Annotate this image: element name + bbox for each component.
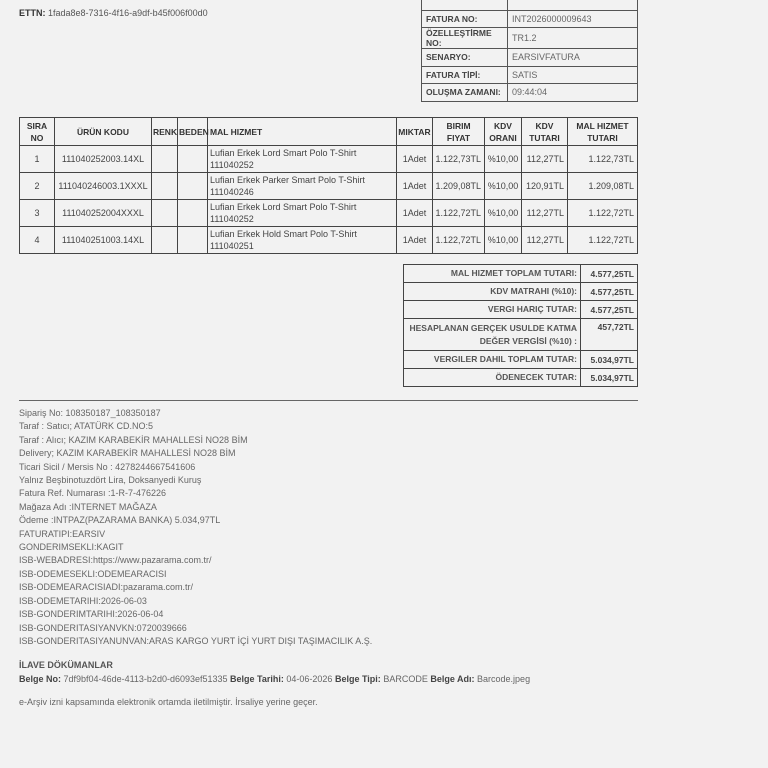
row-desc-line2: 111040252 [210,214,254,224]
row-no: 4 [20,227,55,254]
col-renk: RENK [152,118,178,146]
notes-block [19,407,372,648]
row-no: 1 [20,146,55,173]
row-code: 111040252003.14XL [55,146,152,173]
info-key: ÖZELLEŞTİRME NO: [422,28,508,49]
col-miktar: MIKTAR [397,118,433,146]
row-kdv-rate: %10,00 [485,200,522,227]
note-line: Delivery; KAZIM KARABEKİR MAHALLESİ NO28 BİM [19,448,236,459]
belge-adi-label: Belge Adı: [430,674,475,684]
row-no: 2 [20,173,55,200]
totals-key: MAL HIZMET TOPLAM TUTARI: [404,265,581,283]
note-line: ISB-ODEMESEKLI:ODEMEARACISI [19,568,167,579]
note-line: Taraf : Alıcı; KAZIM KARABEKİR MAHALLESİ NO28 BİM [19,434,248,445]
ettn-value: 1fada8e8-7316-4f16-a9df-b45f006f00d0 [48,8,208,18]
row-beden [178,146,208,173]
row-total: 1.122,72TL [568,200,638,227]
row-renk [152,200,178,227]
totals-key: ÖDENECEK TUTAR: [404,369,581,387]
belge-tarihi-value: 04-06-2026 [286,674,333,684]
table-row [20,146,638,173]
col-birim-fiyat: BIRIM FIYAT [433,118,485,146]
info-row [422,49,638,67]
row-no: 3 [20,200,55,227]
row-desc [208,146,397,173]
col-sira-no: SIRA NO [20,118,55,146]
row-desc-line2: 111040251 [210,241,254,251]
totals-row [404,351,638,369]
col-beden: BEDEN [178,118,208,146]
table-row [20,227,638,254]
row-kdv-rate: %10,00 [485,173,522,200]
note-line: Fatura Ref. Numarası :1-R-7-476226 [19,488,167,499]
totals-value: 5.034,97TL [581,369,638,387]
row-total: 1.122,72TL [568,227,638,254]
row-desc-line2: 111040246 [210,187,254,197]
row-desc [208,173,397,200]
totals-row [404,369,638,387]
row-qty: 1Adet [397,200,433,227]
row-beden [178,200,208,227]
footer-note: e-Arşiv izni kapsamında elektronik ortamda iletilmiştir. İrsaliye yerine geçer. [19,697,318,707]
note-line: ISB-ODEMETARIHI:2026-06-03 [19,595,147,606]
row-desc-line2: 111040252 [210,160,254,170]
row-code: 111040251003.14XL [55,227,152,254]
col-urun-kodu: ÜRÜN KODU [55,118,152,146]
info-value: SATIS [508,66,638,84]
row-price: 1.122,72TL [433,200,485,227]
totals-row [404,319,638,351]
col-mal-hizmet-tutari: MAL HIZMET TUTARI [568,118,638,146]
totals-key: HESAPLANAN GERÇEK USULDE KATMA DEĞER VERGİSİ (%10) : [404,319,581,351]
belge-no-value: 7df9bf04-46de-4113-b2d0-d6093ef51335 [63,674,228,684]
info-row [422,10,638,28]
row-code: 111040252004XXXL [55,200,152,227]
totals-value: 457,72TL [581,319,638,351]
row-price: 1.122,73TL [433,146,485,173]
row-kdv-rate: %10,00 [485,227,522,254]
row-desc [208,227,397,254]
info-key: FATURA TİPİ: [422,66,508,84]
info-key: SENARYO: [422,49,508,67]
info-value: INT2026000009643 [508,10,638,28]
row-qty: 1Adet [397,173,433,200]
note-line: ISB-ODEMEARACISIADI:pazarama.com.tr/ [19,582,194,593]
totals-value: 5.034,97TL [581,351,638,369]
info-key: FATURA NO: [422,10,508,28]
row-desc-line1: Lufian Erkek Lord Smart Polo T-Shirt [210,202,357,212]
row-total: 1.122,73TL [568,146,638,173]
note-line: Taraf : Satıcı; ATATÜRK CD.NO:5 [19,421,154,432]
table-row [20,200,638,227]
row-beden [178,173,208,200]
row-renk [152,173,178,200]
row-beden [178,227,208,254]
row-kdv-amount: 120,91TL [522,173,568,200]
note-line: Mağaza Adı :INTERNET MAĞAZA [19,501,157,512]
row-code: 111040246003.1XXXL [55,173,152,200]
col-mal-hizmet: MAL HIZMET [208,118,397,146]
note-line: Ticari Sicil / Mersis No : 4278244667541606 [19,461,196,472]
additional-docs-line [19,674,530,684]
note-line: GONDERIMSEKLI:KAGIT [19,542,124,553]
note-line: FATURATIPI:EARSIV [19,528,106,539]
belge-tipi-label: Belge Tipi: [334,674,381,684]
additional-docs-title: İLAVE DÖKÜMANLAR [19,660,113,670]
note-line: ISB-WEBADRESI:https://www.pazarama.com.tr/ [19,555,212,566]
table-row [20,173,638,200]
items-header-row [20,118,638,146]
info-row-partial [422,0,638,10]
totals-table [403,264,638,387]
invoice-info-table [421,0,638,102]
ettn-label: ETTN: [19,8,46,18]
info-row [422,84,638,102]
note-line: Sipariş No: 108350187_108350187 [19,408,161,418]
items-table [19,117,638,254]
totals-row [404,283,638,301]
totals-key: VERGILER DAHIL TOPLAM TUTAR: [404,351,581,369]
totals-row [404,301,638,319]
row-renk [152,146,178,173]
row-kdv-amount: 112,27TL [522,146,568,173]
row-desc-line1: Lufian Erkek Parker Smart Polo T-Shirt [210,175,365,185]
note-line: ISB-GONDERITASIYANVKN:0720039666 [19,622,187,633]
note-line: ISB-GONDERITASIYANUNVAN:ARAS KARGO YURT İÇİ YURT DIŞI TAŞIMACILIK A.Ş. [19,635,373,646]
divider [19,400,638,401]
info-key: OLUŞMA ZAMANI: [422,84,508,102]
totals-row [404,265,638,283]
note-line: Yalnız Beşbinotuzdört Lira, Doksanyedi Kuruş [19,475,202,486]
row-qty: 1Adet [397,227,433,254]
info-value: TR1.2 [508,28,638,49]
row-qty: 1Adet [397,146,433,173]
totals-key: KDV MATRAHI (%10): [404,283,581,301]
row-desc-line1: Lufian Erkek Hold Smart Polo T-Shirt [210,229,357,239]
totals-value: 4.577,25TL [581,283,638,301]
col-kdv-orani: KDV ORANI [485,118,522,146]
totals-value: 4.577,25TL [581,301,638,319]
row-desc [208,200,397,227]
belge-tipi-value: BARCODE [383,674,428,684]
info-row [422,28,638,49]
info-value: 09:44:04 [508,84,638,102]
totals-value: 4.577,25TL [581,265,638,283]
row-desc-line1: Lufian Erkek Lord Smart Polo T-Shirt [210,148,357,158]
row-renk [152,227,178,254]
row-kdv-amount: 112,27TL [522,200,568,227]
note-line: ISB-GONDERIMTARIHI:2026-06-04 [19,609,164,620]
totals-key: VERGI HARIÇ TUTAR: [404,301,581,319]
row-kdv-rate: %10,00 [485,146,522,173]
belge-adi-value: Barcode.jpeg [477,674,531,684]
info-value: EARSIVFATURA [508,49,638,67]
row-kdv-amount: 112,27TL [522,227,568,254]
row-price: 1.122,72TL [433,227,485,254]
ettn-line [19,8,208,18]
col-kdv-tutari: KDV TUTARI [522,118,568,146]
row-price: 1.209,08TL [433,173,485,200]
info-row [422,66,638,84]
belge-no-label: Belge No: [19,674,62,684]
note-line: Ödeme :INTPAZ(PAZARAMA BANKA) 5.034,97TL [19,515,221,526]
row-total: 1.209,08TL [568,173,638,200]
belge-tarihi-label: Belge Tarihi: [230,674,284,684]
